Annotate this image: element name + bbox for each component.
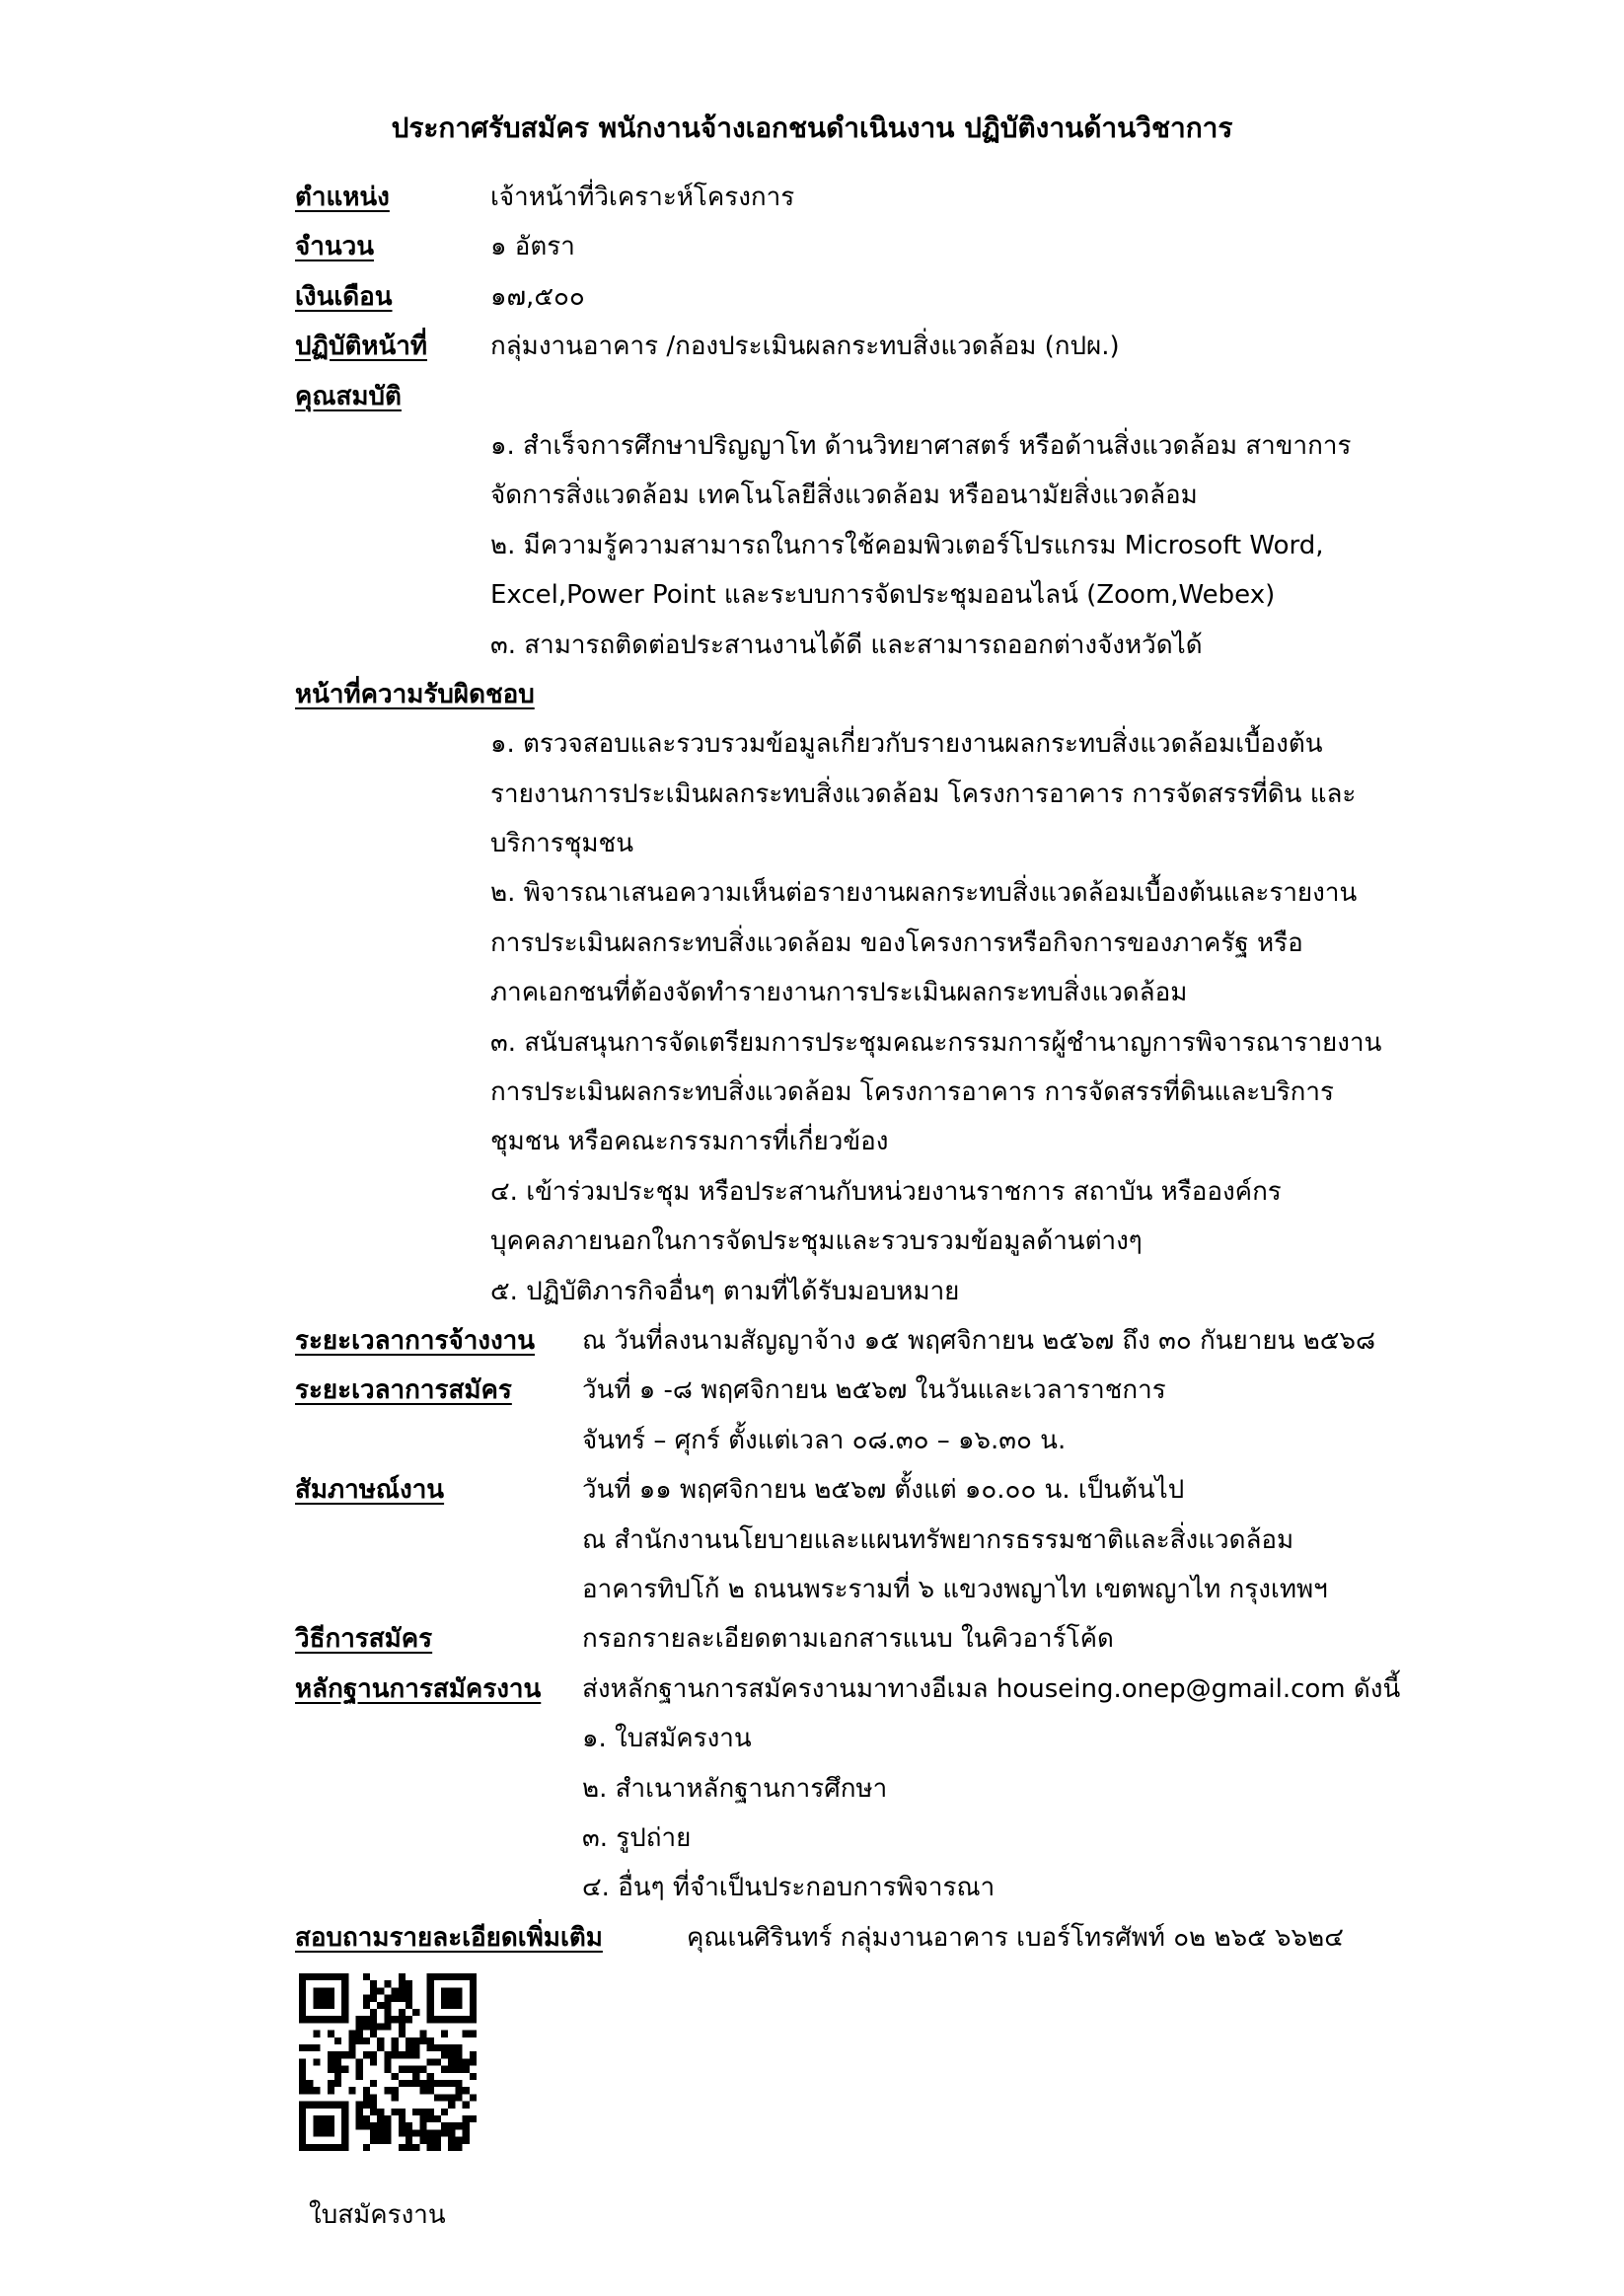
employment-period-label: ระยะเวลาการจ้างงาน <box>295 1326 536 1356</box>
employment-period-value: ณ วันที่ลงนามสัญญาจ้าง ๑๕ พฤศจิกายน ๒๕๖๗ ถึง ๓๐ กันยายน ๒๕๖๘ <box>582 1326 1376 1356</box>
interview-label: สัมภาษณ์งาน <box>295 1475 445 1505</box>
salary-value: ๑๗,๕๐๐ <box>490 282 585 312</box>
interview-line: อาคารทิปโก้ ๒ ถนนพระรามที่ ๖ แขวงพญาไท เขตพญาไท กรุงเทพฯ <box>582 1575 1328 1604</box>
duty-line: ๓. สนับสนุนการจัดเตรียมการประชุมคณะกรรมการผู้ชำนาญการพิจารณารายงาน <box>490 1028 1382 1058</box>
contact-label: สอบถามรายละเอียดเพิ่มเติม <box>295 1923 603 1953</box>
duty-line: ภาคเอกชนที่ต้องจัดทำรายงานการประเมินผลกระทบสิ่งแวดล้อม <box>490 978 1188 1007</box>
documents-label: หลักฐานการสมัครงาน <box>295 1674 542 1704</box>
application-period-line: วันที่ ๑ -๘ พฤศจิกายน ๒๕๖๗ ในวันและเวลาราชการ <box>582 1375 1166 1405</box>
work-unit-value: กลุ่มงานอาคาร /กองประเมินผลกระทบสิ่งแวดล้อม (กปผ.) <box>490 332 1120 361</box>
application-period-line: จันทร์ – ศุกร์ ตั้งแต่เวลา ๐๘.๓๐ – ๑๖.๓๐ น. <box>582 1426 1067 1455</box>
duty-line: การประเมินผลกระทบสิ่งแวดล้อม โครงการอาคาร การจัดสรรที่ดินและบริการ <box>490 1077 1334 1107</box>
application-period-label: ระยะเวลาการสมัคร <box>295 1375 512 1405</box>
salary-label: เงินเดือน <box>295 282 393 312</box>
duty-line: ๑. ตรวจสอบและรวบรวมข้อมูลเกี่ยวกับรายงานผลกระทบสิ่งแวดล้อมเบื้องต้น <box>490 729 1323 759</box>
interview-line: ณ สำนักงานนโยบายและแผนทรัพยากรธรรมชาติและสิ่งแวดล้อม <box>582 1525 1294 1555</box>
duty-line: การประเมินผลกระทบสิ่งแวดล้อม ของโครงการหรือกิจการของภาครัฐ หรือ <box>490 928 1303 958</box>
position-value: เจ้าหน้าที่วิเคราะห์โครงการ <box>490 183 795 212</box>
duty-line: รายงานการประเมินผลกระทบสิ่งแวดล้อม โครงการอาคาร การจัดสรรที่ดิน และ <box>490 779 1357 809</box>
duty-line: ชุมชน หรือคณะกรรมการที่เกี่ยวข้อง <box>490 1127 889 1156</box>
count-label: จำนวน <box>295 232 374 261</box>
qualification-line: Excel,Power Point และระบบการจัดประชุมออนไลน์ (Zoom,Webex) <box>490 580 1276 610</box>
qualification-line: ๑. สำเร็จการศึกษาปริญญาโท ด้านวิทยาศาสตร์ หรือด้านสิ่งแวดล้อม สาขาการ <box>490 431 1352 461</box>
duty-line: ๕. ปฏิบัติภารกิจอื่นๆ ตามที่ได้รับมอบหมาย <box>490 1277 960 1306</box>
apply-method-label: วิธีการสมัคร <box>295 1624 433 1654</box>
qualifications-label: คุณสมบัติ <box>295 382 402 411</box>
documents-line: ๓. รูปถ่าย <box>582 1823 692 1853</box>
duties-label: หน้าที่ความรับผิดชอบ <box>295 680 535 709</box>
qr-caption: ใบสมัครงาน <box>309 2200 446 2230</box>
documents-line: ๒. สำเนาหลักฐานการศึกษา <box>582 1774 888 1804</box>
qualification-line: จัดการสิ่งแวดล้อม เทคโนโลยีสิ่งแวดล้อม หรืออนามัยสิ่งแวดล้อม <box>490 481 1198 510</box>
duty-line: ๒. พิจารณาเสนอความเห็นต่อรายงานผลกระทบสิ่งแวดล้อมเบื้องต้นและรายงาน <box>490 878 1358 908</box>
duty-line: ๔. เข้าร่วมประชุม หรือประสานกับหน่วยงานราชการ สถาบัน หรือองค์กร <box>490 1177 1282 1207</box>
documents-line: ส่งหลักฐานการสมัครงานมาทางอีเมล houseing.onep@gmail.com ดังนี้ <box>582 1674 1401 1704</box>
apply-method-value: กรอกรายละเอียดตามเอกสารแนบ ในคิวอาร์โค้ด <box>582 1624 1114 1654</box>
page-title: ประกาศรับสมัคร พนักงานจ้างเอกชนดำเนินงาน ปฏิบัติงานด้านวิชาการ <box>391 111 1233 144</box>
qualification-line: ๒. มีความรู้ความสามารถในการใช้คอมพิวเตอร์โปรแกรม Microsoft Word, <box>490 531 1324 560</box>
count-value: ๑ อัตรา <box>490 232 575 261</box>
position-label: ตำแหน่ง <box>295 183 390 212</box>
duty-line: บริการชุมชน <box>490 829 633 858</box>
qr-code-icon[interactable] <box>299 1973 477 2151</box>
duty-line: บุคคลภายนอกในการจัดประชุมและรวบรวมข้อมูลด้านต่างๆ <box>490 1226 1143 1256</box>
work-unit-label: ปฏิบัติหน้าที่ <box>295 332 427 361</box>
interview-line: วันที่ ๑๑ พฤศจิกายน ๒๕๖๗ ตั้งแต่ ๑๐.๐๐ น. เป็นต้นไป <box>582 1475 1185 1505</box>
qualification-line: ๓. สามารถติดต่อประสานงานได้ดี และสามารถออกต่างจังหวัดได้ <box>490 630 1203 660</box>
contact-value: คุณเนศิรินทร์ กลุ่มงานอาคาร เบอร์โทรศัพท์ ๐๒ ๒๖๕ ๖๖๒๔ <box>687 1923 1344 1953</box>
documents-line: ๔. อื่นๆ ที่จำเป็นประกอบการพิจารณา <box>582 1873 996 1902</box>
documents-line: ๑. ใบสมัครงาน <box>582 1724 752 1753</box>
